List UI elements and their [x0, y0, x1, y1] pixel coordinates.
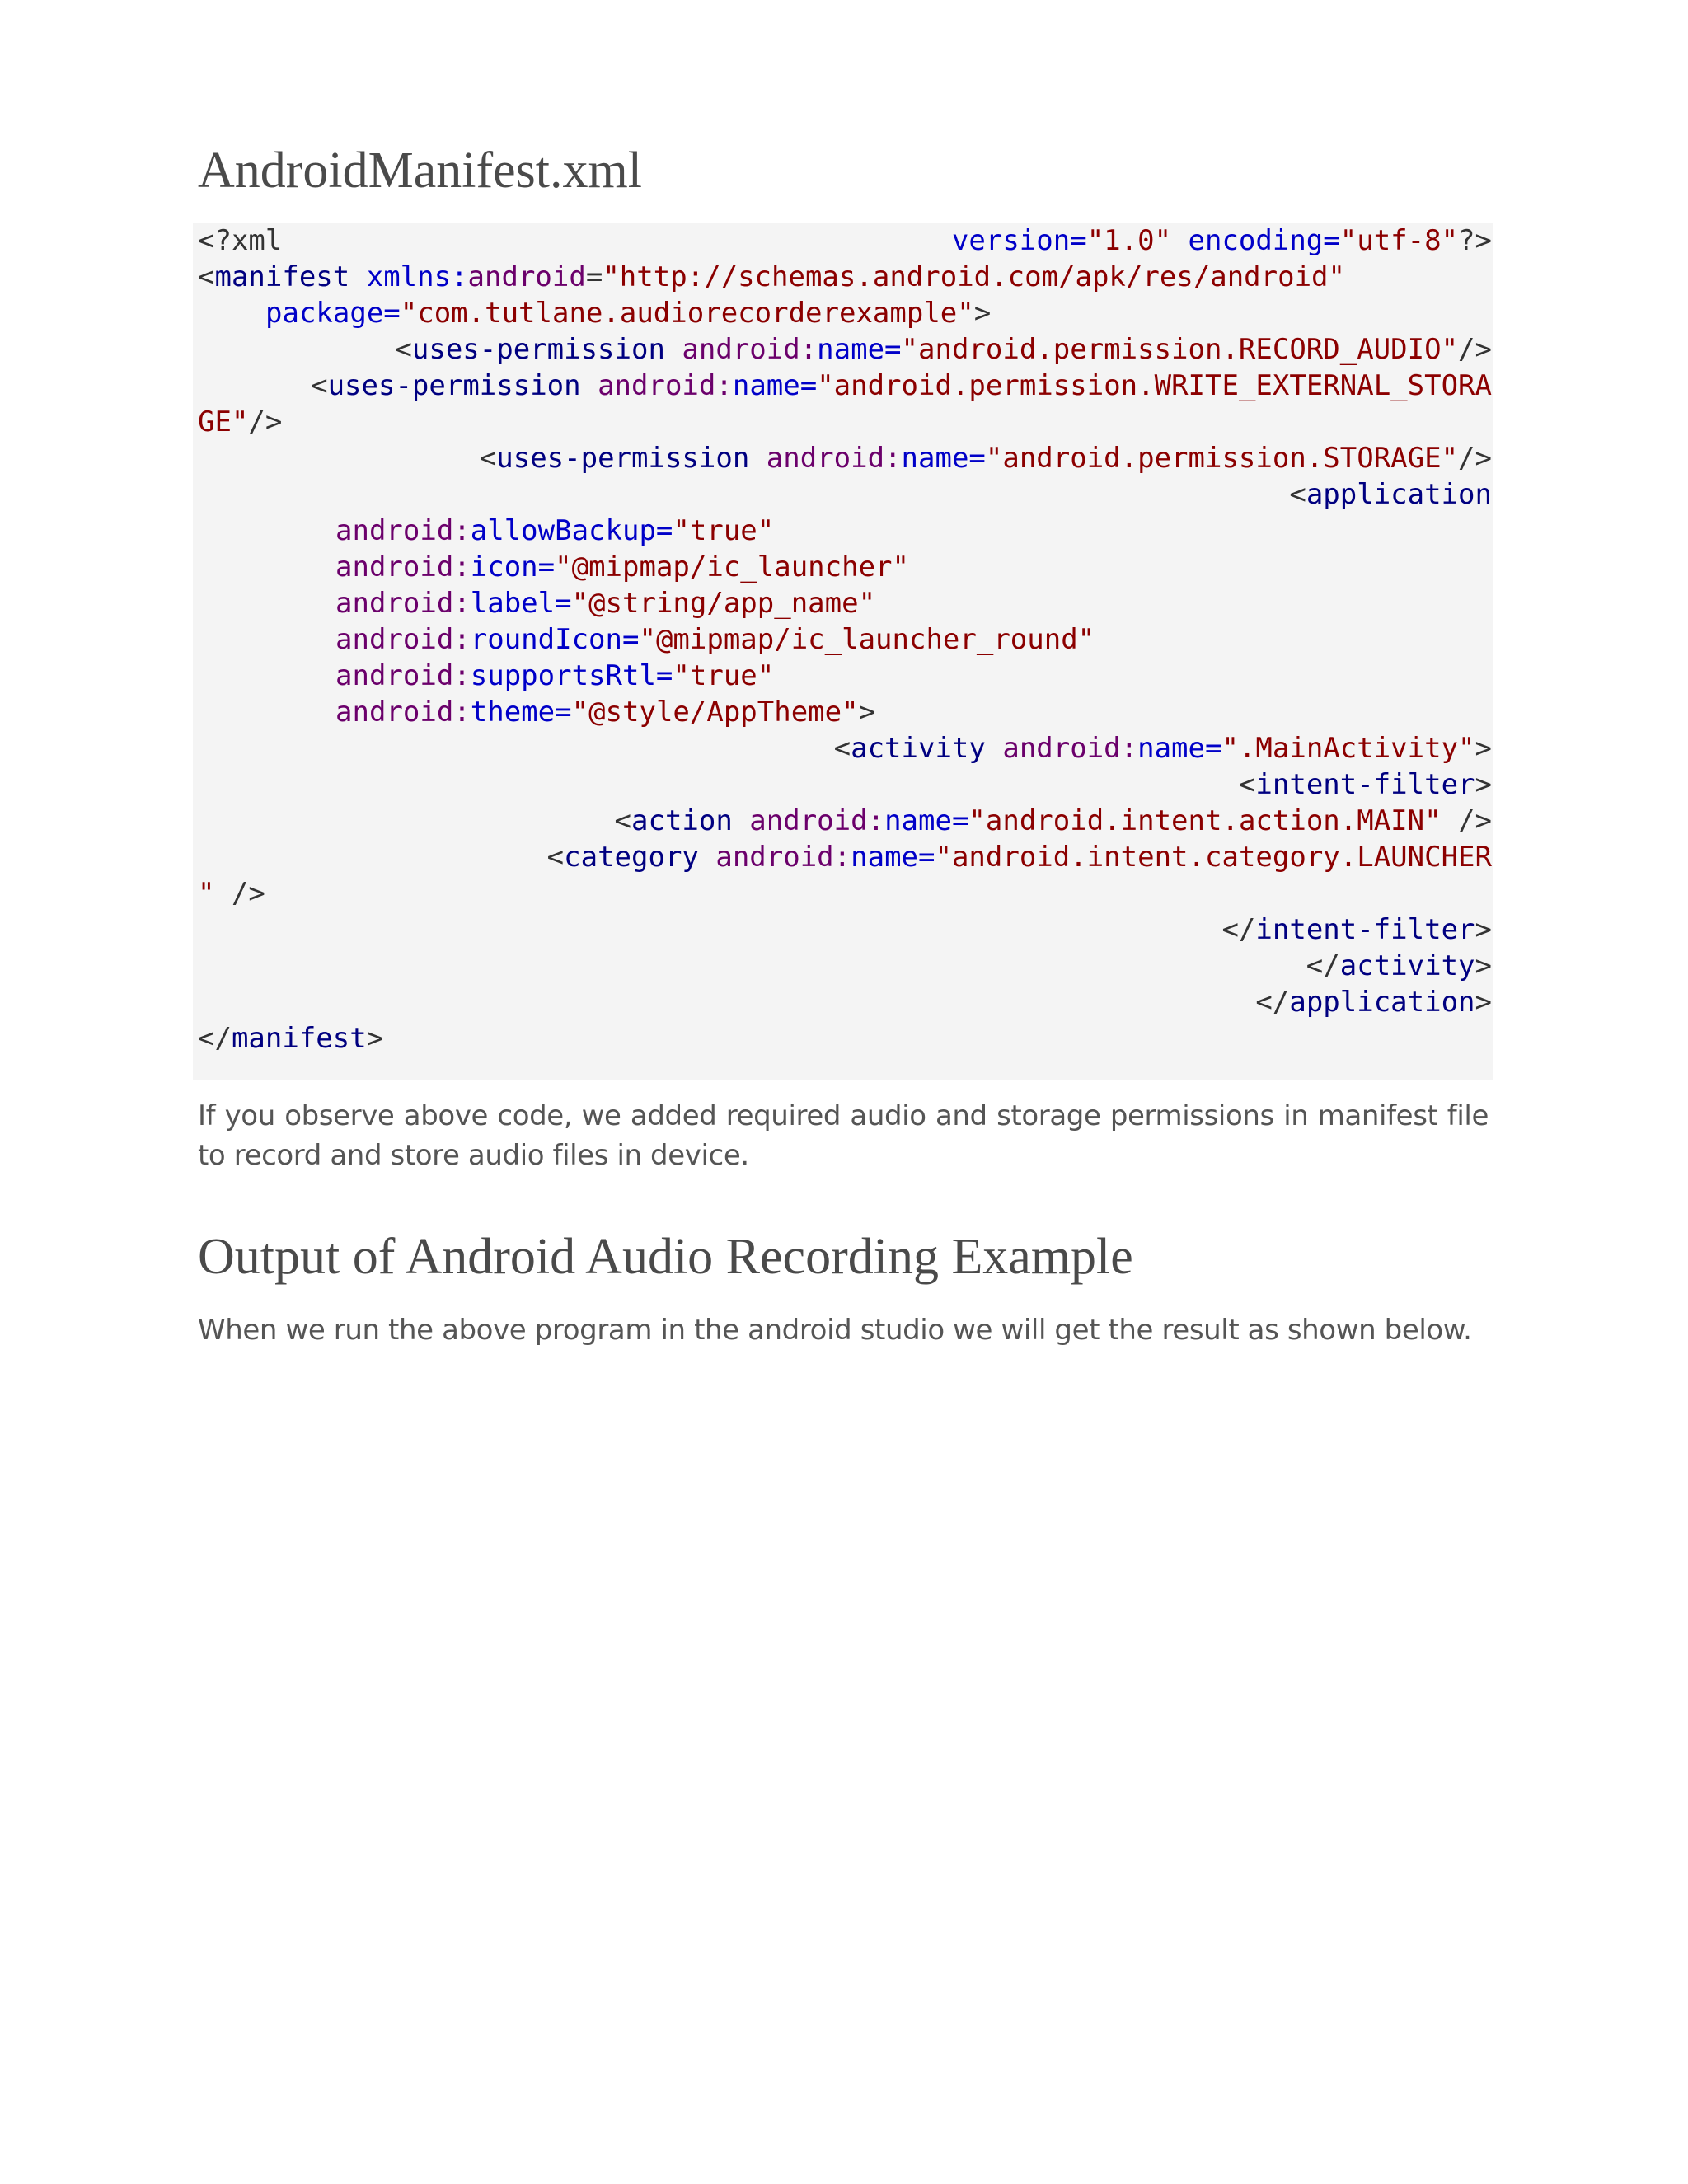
paragraph-run-result: When we run the above program in the android studio we will get the result as shown below. — [198, 1314, 1472, 1347]
code-line-16 — [1239, 766, 1492, 803]
code-token: android: — [335, 623, 471, 656]
code-token: android: — [732, 804, 885, 837]
code-line-3 — [265, 295, 991, 331]
code-token: roundIcon= — [470, 623, 640, 656]
code-token: "true" — [673, 659, 775, 692]
code-token: android: — [580, 369, 733, 402]
code-token: < — [546, 841, 565, 874]
code-token: /> — [1458, 333, 1492, 366]
code-token: android: — [335, 551, 471, 583]
code-token: application — [1306, 478, 1492, 511]
code-token: < — [1238, 768, 1256, 801]
code-token: /> — [1441, 804, 1492, 837]
code-token: android: — [335, 696, 471, 729]
code-token: </ — [1255, 986, 1290, 1019]
code-token: "utf-8" — [1339, 224, 1459, 257]
code-token: action — [631, 804, 733, 837]
code-token: ".MainActivity" — [1221, 732, 1475, 765]
code-line-6 — [198, 404, 282, 440]
code-token: name= — [732, 369, 818, 402]
code-token: /> — [248, 405, 283, 438]
code-token: "android.permission.STORAGE" — [985, 442, 1459, 475]
code-token: > — [858, 696, 876, 729]
code-token: supportsRtl= — [470, 659, 673, 692]
code-token: name= — [851, 841, 935, 874]
code-token: > — [973, 297, 992, 330]
code-line-8 — [1289, 476, 1492, 513]
code-line-13 — [335, 658, 774, 694]
code-token: android — [467, 260, 586, 293]
code-token: uses-permission — [327, 369, 581, 402]
section-heading-manifest: AndroidManifest.xml — [198, 143, 642, 199]
section-heading-output: Output of Android Audio Recording Example — [198, 1229, 1133, 1285]
code-line-21 — [1306, 948, 1492, 984]
code-token: /> — [1458, 442, 1492, 475]
code-line-17 — [615, 803, 1492, 839]
code-token: > — [1475, 913, 1492, 946]
code-token: activity — [851, 732, 986, 765]
code-token: icon= — [470, 551, 556, 583]
code-token: "@string/app_name" — [571, 587, 876, 620]
code-token: </ — [198, 1022, 232, 1055]
code-token: ?> — [1458, 224, 1492, 257]
code-line-9 — [335, 513, 774, 549]
code-token: </ — [1306, 949, 1340, 982]
code-token: allowBackup= — [470, 514, 673, 547]
code-token: category — [564, 841, 699, 874]
code-token: name= — [1137, 732, 1222, 765]
code-token: " — [198, 877, 215, 910]
code-token: package= — [265, 297, 401, 330]
code-token: /> — [214, 877, 265, 910]
code-line-19 — [198, 875, 265, 912]
code-token: uses-permission — [411, 333, 665, 366]
code-line-12 — [335, 621, 1095, 658]
code-block — [193, 223, 1493, 1080]
code-token: <?xml — [198, 224, 283, 257]
code-token: "1.0" — [1086, 224, 1172, 257]
code-token: name= — [901, 442, 986, 475]
code-line-11 — [335, 585, 875, 621]
code-token: "@mipmap/ic_launcher_round" — [639, 623, 1095, 656]
code-token: android: — [335, 587, 471, 620]
code-token: "android.intent.action.MAIN" — [968, 804, 1442, 837]
code-token: > — [1475, 949, 1492, 982]
code-token: theme= — [470, 696, 572, 729]
code-token: android: — [985, 732, 1138, 765]
code-token: </ — [1221, 913, 1256, 946]
code-token: xmlns: — [349, 260, 468, 293]
code-token: "android.permission.WRITE_EXTERNAL_STORA — [817, 369, 1492, 402]
code-token: version= — [951, 224, 1087, 257]
code-token: "@mipmap/ic_launcher" — [555, 551, 909, 583]
paragraph-explanation: If you observe above code, we added required audio and storage permissions in manifest file to record and store audio files in device. — [198, 1099, 1489, 1172]
code-token: < — [1289, 478, 1306, 511]
code-line-4 — [395, 331, 1492, 368]
code-token: "http://schemas.android.com/apk/res/android" — [603, 260, 1345, 293]
code-token: < — [311, 369, 328, 402]
code-token: android: — [749, 442, 902, 475]
code-token: name= — [817, 333, 902, 366]
code-token: android: — [698, 841, 851, 874]
code-token: > — [1475, 732, 1492, 765]
code-line-1a — [198, 223, 282, 259]
code-token: activity — [1339, 949, 1475, 982]
code-token: > — [366, 1022, 384, 1055]
code-token: label= — [470, 587, 572, 620]
code-line-15 — [834, 730, 1492, 766]
code-token: "com.tutlane.audiorecorderexample" — [400, 297, 974, 330]
code-token: application — [1289, 986, 1475, 1019]
code-token: "@style/AppTheme" — [571, 696, 859, 729]
code-token: android: — [335, 514, 471, 547]
code-line-20 — [1221, 912, 1492, 948]
code-token: > — [1475, 768, 1492, 801]
code-line-14 — [335, 694, 875, 730]
code-token: "android.permission.RECORD_AUDIO" — [901, 333, 1459, 366]
code-token: = — [585, 260, 603, 293]
code-token: < — [479, 442, 497, 475]
code-line-2 — [198, 259, 1345, 295]
code-token: intent-filter — [1255, 768, 1475, 801]
code-line-7 — [480, 440, 1492, 476]
code-token: name= — [884, 804, 969, 837]
code-line-1b — [952, 223, 1492, 259]
code-token: manifest — [231, 1022, 367, 1055]
code-line-5 — [311, 368, 1492, 404]
code-line-18 — [547, 839, 1492, 875]
code-line-10 — [335, 549, 909, 585]
code-token: "true" — [673, 514, 775, 547]
code-token: < — [395, 333, 412, 366]
code-token: < — [614, 804, 631, 837]
code-token: < — [833, 732, 851, 765]
code-token: manifest — [214, 260, 350, 293]
code-token: intent-filter — [1255, 913, 1475, 946]
code-token: GE" — [198, 405, 249, 438]
code-token: android: — [664, 333, 818, 366]
code-token: > — [1475, 986, 1492, 1019]
code-token: < — [198, 260, 215, 293]
code-token: encoding= — [1171, 224, 1340, 257]
code-token: android: — [335, 659, 471, 692]
code-token: "android.intent.category.LAUNCHER — [935, 841, 1492, 874]
code-line-22 — [1255, 984, 1492, 1020]
code-line-23 — [198, 1020, 383, 1057]
code-token: uses-permission — [496, 442, 750, 475]
